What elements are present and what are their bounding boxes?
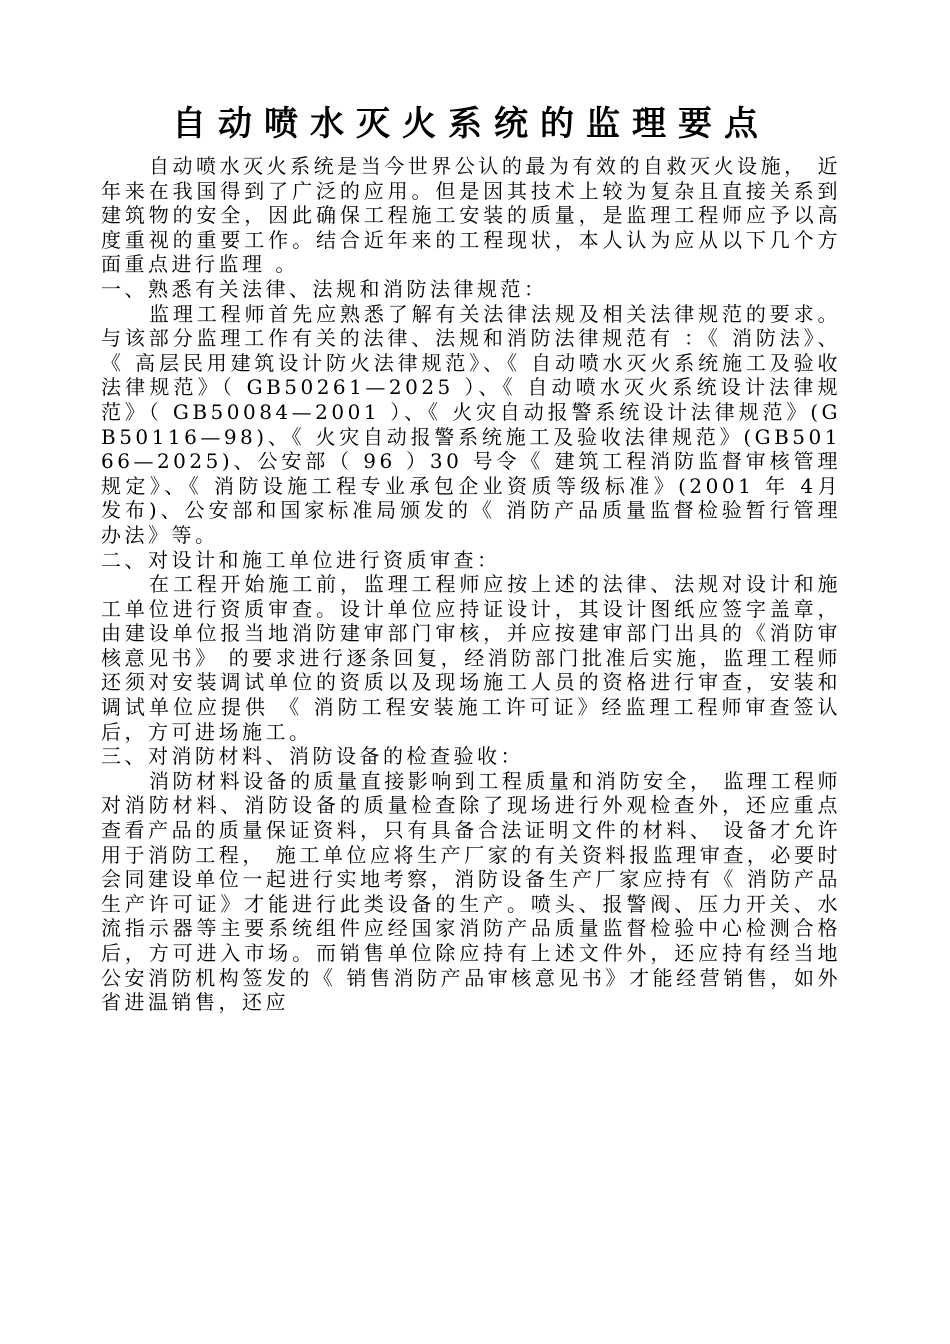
document-page: [101, 100, 841, 1015]
section-1-heading: 一、熟悉有关法律、法规和消防法律规范：: [101, 276, 548, 301]
document-title: 自动喷水灭火系统的监理要点: [172, 104, 770, 144]
section-3-heading: 三、对消防材料、消防设备的检查验收：: [101, 744, 524, 769]
section-2-heading: 二、对设计和施工单位进行资质审查：: [101, 547, 501, 572]
intro-paragraph: 自动喷水灭火系统是当今世界公认的最为有效的自救灭火设施， 近年来在我国得到了广泛的应用。但是因其技术上较为复杂且直接关系到建筑物的安全，因此确保工程施工安装的质量，是监理工程师应予以高度重视的重要工作。结合近年来的工程现状，本人认为应从以下几个方面重点进行监理 。: [101, 154, 841, 277]
section-3-body: 消防材料设备的质量直接影响到工程质量和消防安全， 监理工程师对消防材料、消防设备的质量检查除了现场进行外观检查外，还应重点查看产品的质量保证资料，只有具备合法证明文件的材料、 设备才允许用于消防工程， 施工单位应将生产厂家的有关资料报监理审查，必要时会同建设单位一起进行实地考察，消防设备生产厂家应持有《 消防产品生产许可证》才能进行此类设备的生产。喷头、报警阀、压力开关、水流指示器等主要系统组件应经国家消防产品质量监督检验中心检测合格后，方可进入市场。而销售单位除应持有上述文件外，还应持有经当地公安消防机构签发的《 销售消防产品审核意见书》才能经营销售，如外省进温销售，还应: [101, 768, 841, 1015]
section-2-body: 在工程开始施工前，监理工程师应按上述的法律、法规对设计和施工单位进行资质审查。设计单位应持证设计，其设计图纸应签字盖章，由建设单位报当地消防建审部门审核，并应按建审部门出具的《消防审核意见书》 的要求进行逐条回复，经消防部门批准后实施，监理工程师还须对安装调试单位的资质以及现场施工人员的资格进行审查，安装和调试单位应提供 《 消防工程安装施工许可证》经监理工程师审查签认后，方可进场施工。: [101, 572, 841, 744]
section-1-body: 监理工程师首先应熟悉了解有关法律法规及相关法律规范的要求。与该部分监理工作有关的法律、法规和消防法律规范有 ：《 消防法》、《 高层民用建筑设计防火法律规范》、《 自动喷水灭火系统施工及验收法律规范》（ GB50261—2025 ）、《 自动喷水灭火系统设计法律规范》（ GB50084—2001 ）、《 火灾自动报警系统设计法律规范》(GB50116—98)、《 火灾自动报警系统施工及验收法律规范》(GB50166—2025)、公安部（ 96 ）30 号令《 建筑工程消防监督审核管理规定》、《 消防设施工程专业承包企业资质等级标准》(2001 年 4月 发布)、公安部和国家标准局颁发的《 消防产品质量监督检验暂行管理办法》等。: [101, 301, 841, 547]
